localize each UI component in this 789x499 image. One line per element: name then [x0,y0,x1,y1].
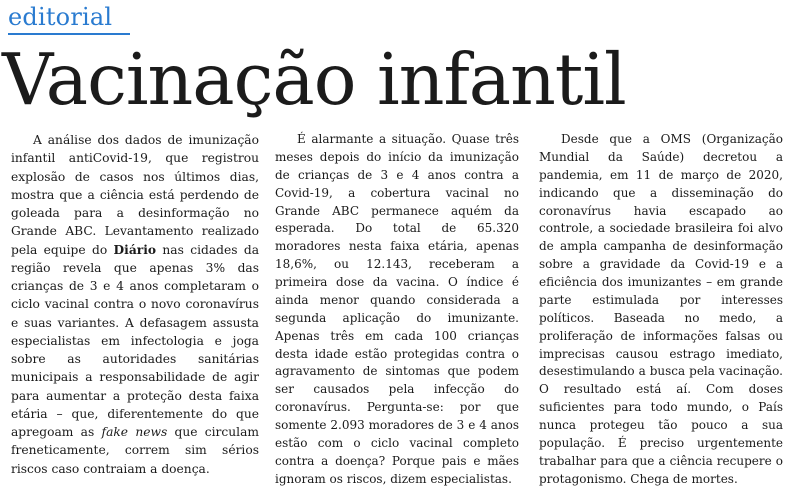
section-underline [8,33,130,35]
text-run: É alarmante a situação. Quase três meses depois do início da imunização de crianças de 3 e 4 anos contra a Covid-19, a cobertura vacinal no Grande ABC permanece aquém da esperada. Do total de 65.320 moradores nesta faixa etária, apenas 18,6%, ou 12.143, receberam a primeira dose da vacina. O índice é ainda menor quando considerada a segunda aplicação do imunizante. Apenas três em cada 100 crianças desta idade estão protegidas contra o agravamento de sintomas que podem ser causados pela infecção do coronavírus. Pergunta-se: por que somente 2.093 moradores de 3 e 4 anos estão com o ciclo vacinal completo contra a doença? Porque pais e mães ignoram os riscos, dizem especialistas. [275,132,519,486]
article-column-2 [275,131,519,489]
article-column-1 [11,131,259,478]
text-run: Desde que a OMS (Organização Mundial da Saúde) decretou a pandemia, em 11 de março de 2020, indicando que a disseminação do coronavírus havia escapado ao controle, a sociedade brasileira foi alvo de ampla campanha de desinformação sobre a gravidade da Covid-19 e a eficiência dos imunizantes – em grande parte estimulada por interesses políticos. Baseada no medo, a proliferação de informações falsas ou imprecisas causou estrago imediato, desestimulando a busca pela vacinação. O resultado está aí. Com doses suficientes para todo mundo, o País nunca protegeu tão pouco a sua população. É preciso urgentemente trabalhar para que a ciência recupere o protagonismo. Chega de mortes. [539,132,783,486]
text-run: A análise dos dados de imunização infantil antiCovid-19, que registrou explosão de casos nos últimos dias, mostra que a ciência está perdendo de goleada para a desinformação no Grande ABC. Levantamento realizado pela equipe do [11,133,259,257]
italic-term: fake news [101,425,168,439]
paragraph-1 [11,131,259,478]
paragraph-3 [539,131,783,489]
section-label: editorial [8,3,113,31]
text-run: nas cidades da região revela que apenas 3% das crianças de 3 e 4 anos completaram o ciclo vacinal contra o novo coronavírus e suas variantes. A defasagem assusta especialistas em infectologia e joga sobre as autoridades sanitárias municipais a responsabilidade de agir para aumentar a proteção desta faixa etária – que, diferentemente do que apregoam as [11,242,259,439]
text-run: que circulam freneticamente, correm sim sérios riscos caso contraiam a doença. [11,425,259,476]
newspaper-name: Diário [113,241,157,257]
article-column-3 [539,131,783,489]
headline: Vacinação infantil [2,38,626,121]
paragraph-2 [275,131,519,489]
